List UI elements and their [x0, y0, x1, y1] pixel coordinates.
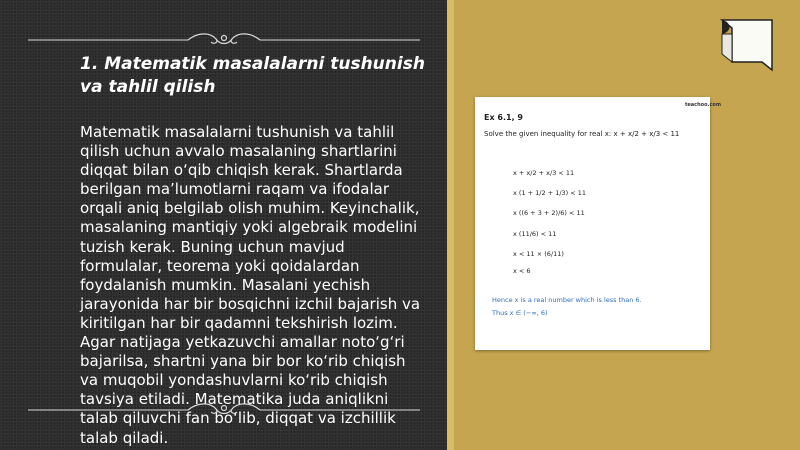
conclusion-line: Thus x ∈ (−∞, 6)	[492, 309, 548, 317]
slide-body-text: Matematik masalalarni tushunish va tahlil qilish uchun avvalo masalaning shartlarini diqqat bilan o‘qib chiqish kerak. Shartlarda berilgan ma’lumotlarni raqam va ifodalar orqali aniq belgilab olish muhim. Keyinchalik, masalaning mantiqiy yoki algebraik modelini tuzish kerak. Buning uchun mavjud formulalar, teorema yoki qoidalardan foydalanish mumkin. Masalani yechish jarayonida har bir bosqichni izchil bajarish va kiritilgan har bir qadamni tekshirish lozim. Agar natijaga yetkazuvchi amallar noto‘g‘ri bajarilsa, shartni yana bir bor ko‘rib chiqish va muqobil yondashuvlarni ko‘rib chiqish tavsiya etiladi. Matematika juda aniqlikni talab qiluvchi fan bo‘lib, diqqat va izchillik talab qiladi.	[80, 123, 421, 447]
panel-edge-strip	[447, 0, 454, 450]
solution-step: x ((6 + 3 + 2)/6) < 11	[513, 209, 585, 217]
watermark: teachoo.com	[685, 102, 722, 108]
solution-step: x < 6	[513, 267, 531, 275]
solution-step: x < 11 × (6/11)	[513, 250, 564, 258]
solution-step: x (1 + 1/2 + 1/3) < 11	[513, 189, 587, 197]
slide-title: 1. Matematik masalalarni tushunish va tahlil qilish	[80, 54, 425, 97]
conclusion-line: Hence x is a real number which is less than 6.	[492, 296, 642, 304]
solution-image	[475, 97, 722, 350]
ornament-divider-bottom	[28, 400, 420, 420]
ornament-divider-top	[28, 30, 420, 50]
question-text: Solve the given inequality for real x: x + x/2 + x/3 < 11	[484, 130, 680, 138]
solution-step: x (11/6) < 11	[513, 230, 557, 238]
bookmark-ribbon-icon	[718, 18, 776, 78]
solution-step: x + x/2 + x/3 < 11	[513, 169, 575, 177]
exercise-title: Ex 6.1, 9	[484, 113, 523, 122]
